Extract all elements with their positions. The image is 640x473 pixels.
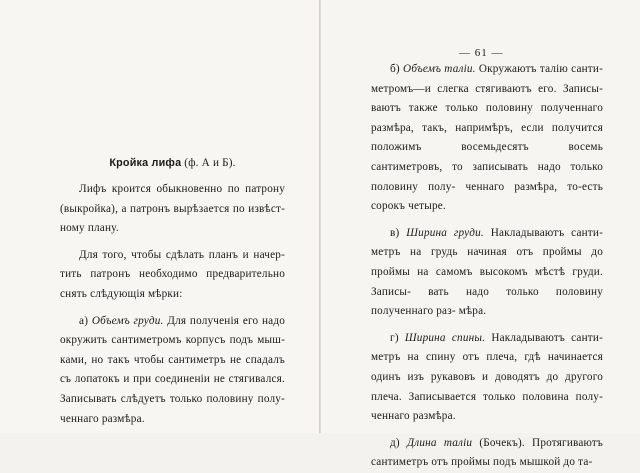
text-line: Окружаютъ талію санти- bbox=[478, 63, 604, 75]
text-line: ченнаго размѣра. bbox=[60, 412, 145, 425]
text-line: размѣра, такъ, напримѣръ, если получится bbox=[371, 121, 603, 134]
text-line: ваютъ также только половину полученнаго bbox=[371, 102, 603, 115]
right-page bbox=[321, 0, 640, 469]
item-g bbox=[371, 329, 603, 427]
text-line: вать надо только половину полученнаго раз- bbox=[371, 285, 603, 318]
item-prefix: б) bbox=[390, 63, 400, 75]
text-line: метромъ—и слегка стягиваютъ его. Записы- bbox=[371, 82, 603, 95]
text-line: окружить сантиметромъ корпусъ подъ мыш- bbox=[60, 334, 285, 347]
text-line: тить патронъ необходимо предварительно bbox=[60, 268, 285, 281]
text-line: (Бочекъ). Протягиваютъ bbox=[479, 436, 604, 449]
item-prefix: г) bbox=[390, 331, 399, 344]
item-prefix: д) bbox=[390, 436, 400, 449]
text-line: одинъ изъ рукавовъ и доводятъ до другого bbox=[371, 370, 603, 383]
paragraph bbox=[60, 180, 285, 239]
item-v bbox=[371, 224, 603, 322]
text-line: снять слѣдующія мѣрки: bbox=[60, 287, 183, 300]
page-number: — 61 — bbox=[459, 47, 504, 59]
text-line: Для полученія его надо bbox=[167, 314, 286, 327]
item-term: Ширина спины. bbox=[404, 331, 486, 344]
item-term: Длина таліи bbox=[406, 436, 473, 449]
text-line: метръ на грудь начиная отъ проймы до проймы bbox=[371, 246, 603, 278]
item-term: Объемъ таліи. bbox=[403, 63, 476, 75]
text-line: ченнаго размѣра, то-есть сорокъ четыре. bbox=[371, 180, 603, 213]
item-a bbox=[60, 312, 285, 430]
text-line: метръ на спину отъ плеча, гдѣ начинается bbox=[371, 351, 603, 364]
text-line: то записывать надо только половину полу- bbox=[371, 160, 604, 193]
text-line: положимъ восемьдесятъ восемь сантиметровъ, bbox=[371, 141, 603, 173]
text-line: плеча. Записывается только половина полу- bbox=[371, 390, 603, 403]
text-line: сантиметръ отъ проймы подъ мышкой до та- bbox=[371, 456, 593, 469]
item-term: Объемъ груди. bbox=[91, 314, 164, 327]
text-line: ками, но такъ чтобы сантиметръ не спадалъ bbox=[60, 353, 285, 366]
text-line: Накладываютъ санти- bbox=[491, 331, 603, 344]
heading-rest: (ф. А и Б). bbox=[184, 157, 236, 169]
text-line: ному плану. bbox=[60, 222, 119, 235]
text-line: (выкройка), а патронъ вырѣзается по извѣст- bbox=[60, 202, 285, 215]
left-page bbox=[0, 0, 319, 433]
item-prefix: в) bbox=[390, 226, 400, 239]
item-prefix: а) bbox=[79, 314, 89, 327]
section-heading bbox=[60, 154, 285, 173]
text-line: ченнаго размѣра. bbox=[371, 410, 456, 423]
item-d bbox=[371, 434, 603, 473]
text-line: Лифъ кроится обыкновенно по патрону bbox=[79, 183, 285, 195]
paragraph bbox=[60, 246, 285, 305]
text-line: Записывать слѣдуетъ только половину полу- bbox=[60, 392, 285, 405]
heading-bold: Кройка лифа bbox=[109, 157, 182, 169]
text-line: мѣра. bbox=[458, 305, 487, 318]
text-line: съ лопатокъ и при соединеніи не стягивался. bbox=[60, 373, 285, 386]
text-line: на самомъ высокомъ мѣстѣ груди. Записы- bbox=[371, 265, 603, 298]
text-line: Накладываютъ санти- bbox=[490, 226, 604, 239]
left-page-text bbox=[60, 157, 286, 429]
text-line: Для того, чтобы сдѣлать планъ и начер- bbox=[79, 248, 285, 261]
right-page-text bbox=[371, 60, 603, 473]
item-term: Ширина груди. bbox=[406, 226, 484, 239]
item-b bbox=[371, 60, 603, 217]
